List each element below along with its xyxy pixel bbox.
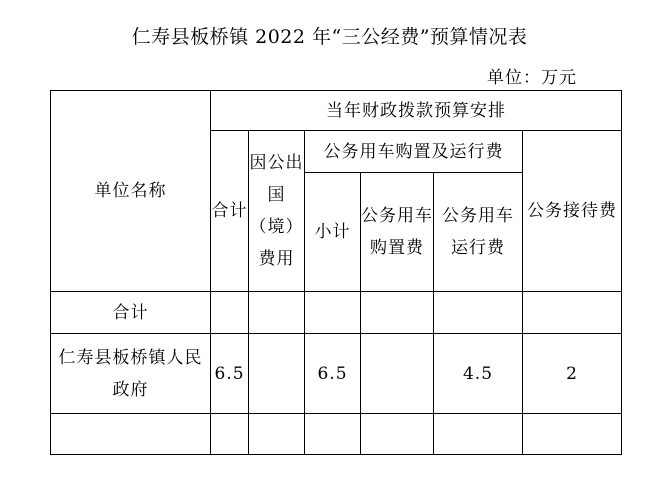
cell-vehicle-purchase: [361, 292, 434, 334]
table-row-total: [51, 292, 622, 334]
budget-table: [50, 90, 622, 455]
unit-label: 单位：万元: [487, 68, 577, 88]
header-row-1: [51, 91, 622, 131]
row-unit-name: 仁寿县板桥镇人民政府: [51, 334, 211, 414]
cell-outbound: [249, 334, 305, 414]
table-row-government: [51, 334, 622, 414]
row-unit-name: 合计: [51, 292, 211, 334]
cell-vehicle-purchase: [361, 414, 434, 455]
cell-total: 6.5: [211, 334, 249, 414]
row-unit-name: [51, 414, 211, 455]
header-vehicle-operation: 公务用车运行费: [434, 173, 523, 292]
header-total: 合计: [211, 131, 249, 292]
cell-vehicle-purchase: [361, 334, 434, 414]
cell-vehicle-operation: [434, 414, 523, 455]
header-reception: 公务接待费: [523, 131, 622, 292]
cell-total: [211, 292, 249, 334]
table-row-empty: [51, 414, 622, 455]
cell-reception: 2: [523, 334, 622, 414]
header-outbound: 因公出国（境）费用: [249, 131, 305, 292]
cell-vehicle-operation: [434, 292, 523, 334]
header-allocation: 当年财政拨款预算安排: [211, 91, 622, 131]
header-subtotal: 小计: [305, 173, 361, 292]
cell-outbound: [249, 292, 305, 334]
cell-outbound: [249, 414, 305, 455]
cell-vehicle-operation: 4.5: [434, 334, 523, 414]
document-title: 仁寿县板桥镇 2022 年“三公经费”预算情况表: [131, 26, 528, 48]
cell-reception: [523, 292, 622, 334]
header-vehicle-purchase: 公务用车购置费: [361, 173, 434, 292]
cell-subtotal: 6.5: [305, 334, 361, 414]
cell-total: [211, 414, 249, 455]
cell-reception: [523, 414, 622, 455]
header-vehicle-group: 公务用车购置及运行费: [305, 131, 523, 173]
header-unit-name: 单位名称: [51, 91, 211, 292]
cell-subtotal: [305, 292, 361, 334]
cell-subtotal: [305, 414, 361, 455]
